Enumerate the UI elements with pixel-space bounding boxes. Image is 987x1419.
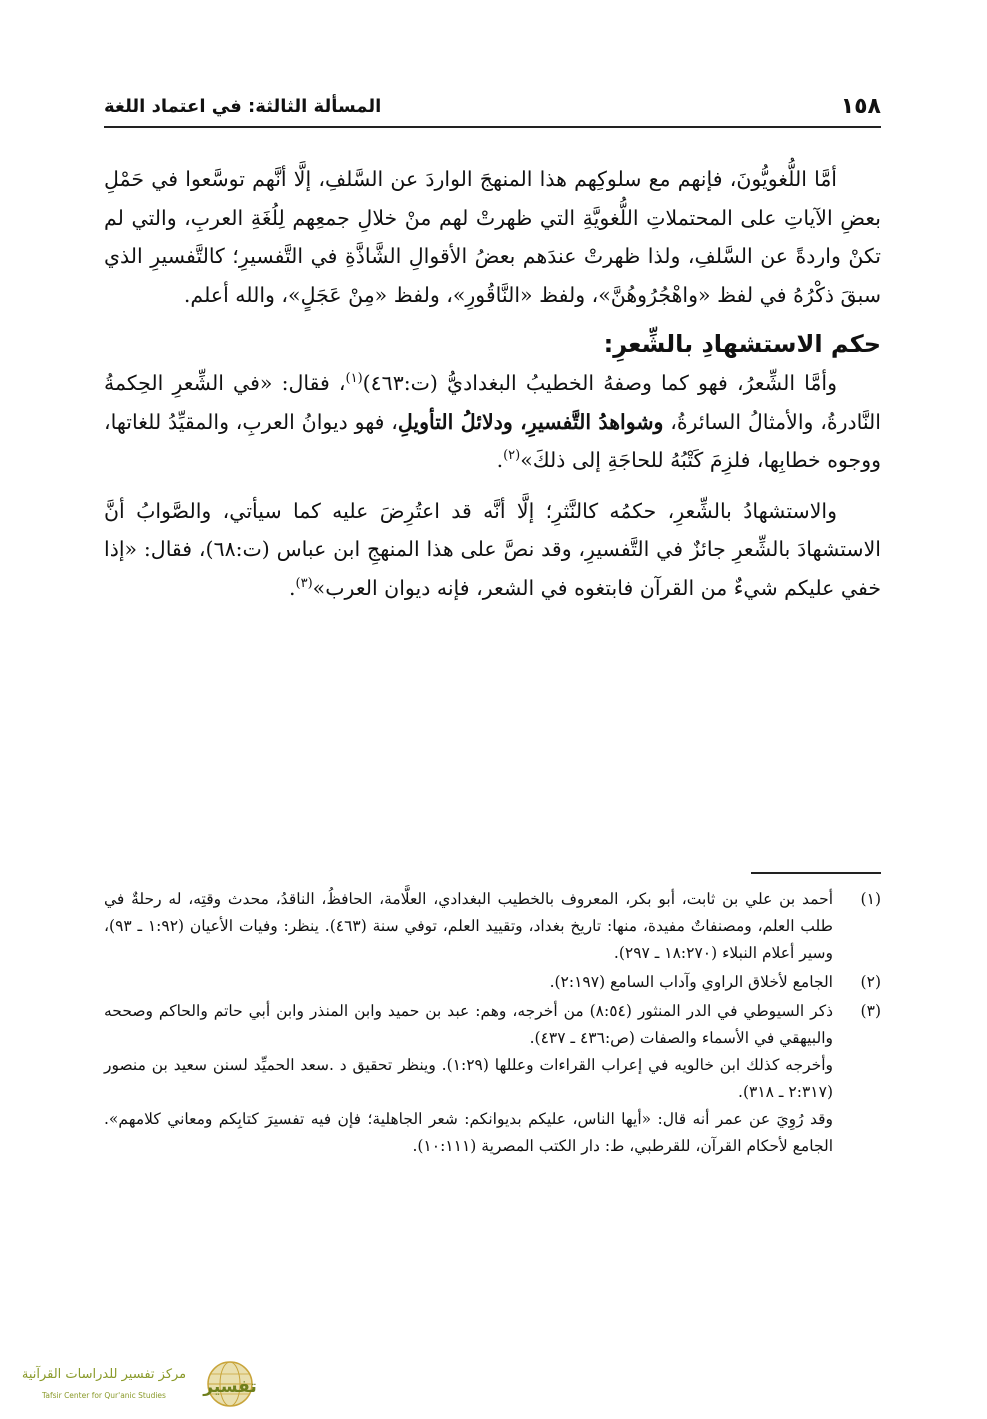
footnote-line: أحمد بن علي بن ثابت، أبو بكر، المعروف بالخطيب البغدادي، العلَّامة، الحافظُ، الناقدُ، محدث وقتِه، له رحلةٌ في طلب العلم، ومصنفاتٌ مفيدة، منها: تاريخ بغداد، وتقييد العلم، توفي سنة (٤٦٣). ينظر: وفيات الأعيان (١:٩٢ ـ ٩٣)، وسير أعلام النبلاء (١٨:٢٧٠ ـ ٢٩٧). <box>104 890 833 962</box>
paragraph-poetry-part-c: ، فهو ديوانُ العربِ، والمقيِّدُ للغاتها، ووجوه خطابِها، فلزِمَ كَتْبُهُ للحاجَةِ إلى ذلكَ» <box>104 409 881 472</box>
footnote-ref-1[interactable]: (١) <box>345 371 363 387</box>
paragraph-poetry <box>104 364 881 480</box>
footnote-ref-2[interactable]: (٢) <box>503 448 521 464</box>
logo-english-text: Tafsir Center for Qur'anic Studies <box>42 1391 166 1400</box>
main-text <box>104 160 881 619</box>
footnote-text <box>104 969 833 996</box>
footnotes <box>104 886 881 1162</box>
footnote-ref-3[interactable]: (٣) <box>295 575 313 591</box>
page-header <box>104 86 881 128</box>
footnote-number: (١) <box>860 890 881 908</box>
paragraph-poetry-bold: وشواهدُ التَّفسيرِ، ودلائلُ التأويلِ <box>397 409 664 434</box>
section-heading: حكم الاستشهادِ بالشِّعرِ: <box>603 330 881 358</box>
footnote-line: الجامع لأخلاق الراوي وآداب السامع (٢:١٩٧). <box>549 973 833 991</box>
running-title: المسألة الثالثة: في اعتماد اللغة <box>104 95 382 117</box>
paragraph-poetry-part-b: ، فقال: «في الشِّعرِ الحِكمةُ النَّادرةُ، والأمثالُ السائرةُ، <box>104 371 881 434</box>
paragraph-citation-end: . <box>289 575 296 600</box>
footnote-line: ذكر السيوطي في الدر المنثور (٨:٥٤) من أخرجه، وهم: عبد بن حميد وابن المنذر وابن أبي حاتم والحاكم وصححه والبيهقي في الأسماء والصفات (ص:٤٣٦ ـ ٤٣٧). <box>104 1002 833 1047</box>
tafsir-center-logo <box>8 1356 258 1412</box>
logo-graphic <box>8 1356 258 1412</box>
logo-arabic-text: مركز تفسير للدراسات القرآنية <box>21 1367 187 1382</box>
footnote-2 <box>104 969 881 996</box>
logo-word: تفسير <box>203 1377 257 1397</box>
paragraph-citation <box>104 492 881 608</box>
paragraph-linguists: أمَّا اللُّغويُّونَ، فإنهم مع سلوكِهم هذا المنهجَ الواردَ عن السَّلفِ، إلَّا أنَّهم توسَّعوا في حَمْلِ بعضِ الآياتِ على المحتملاتِ اللُّغويَّةِ التي ظهرتْ لهم منْ خلالِ جمعِهم لِلُغَةِ العربِ، والتي لم تكنْ واردةً عن السَّلفِ، ولذا ظهرتْ عندَهم بعضُ الأقوالِ الشَّاذَّةِ في التَّفسيرِ؛ كالتَّفسيرِ الذي سبقَ ذكْرُهُ في لفظ «واهْجُرُوهُنَّ»، ولفظ «النَّاقُورِ»، ولفظ «مِنْ عَجَلٍ»، والله أعلم. <box>104 167 881 307</box>
footnote-1 <box>104 886 881 967</box>
footnote-divider <box>751 872 881 874</box>
footnote-number: (٢) <box>860 973 881 991</box>
footnote-line: وقد رُوِيَ عن عمر أنه قال: «أيها الناس، عليكم بديوانكم: شعر الجاهلية؛ فإن فيه تفسيرَ كتابِكم ومعاني كلامهم». الجامع لأحكام القرآن، للقرطبي، ط: دار الكتب المصرية (١٠:١١١). <box>104 1110 833 1155</box>
paragraph-poetry-end: . <box>496 448 504 472</box>
paragraph-poetry-part-a: وأمَّا الشِّعرُ، فهو كما وصفهُ الخطيبُ البغداديُّ (ت:٤٦٣) <box>362 371 837 395</box>
footnote-text <box>104 998 833 1160</box>
footnote-text <box>104 886 833 967</box>
footnote-line: وأخرجه كذلك ابن خالويه في إعراب القراءات وعللها (١:٢٩). وينظر تحقيق د .سعد الحميِّد لسنن سعيد بن منصور (٢:٣١٧ ـ ٣١٨). <box>104 1056 833 1101</box>
page-number: ١٥٨ <box>840 93 881 119</box>
paragraph-citation-text: والاستشهادُ بالشِّعرِ، حكمُه كالنَّثرِ؛ إلَّا أنَّه قد اعتُرِضَ عليه كما سيأتي، والصَّوابُ أنَّ الاستشهادَ بالشِّعرِ جائزٌ في التَّفسيرِ، وقد نصَّ على هذا المنهجِ ابن عباس (ت:٦٨)، فقال: «إذا خفي عليكم شيءٌ من القرآن فابتغوه في الشعر، فإنه ديوان العرب» <box>104 498 881 600</box>
footnote-number: (٣) <box>860 1002 881 1020</box>
footnote-3 <box>104 998 881 1160</box>
